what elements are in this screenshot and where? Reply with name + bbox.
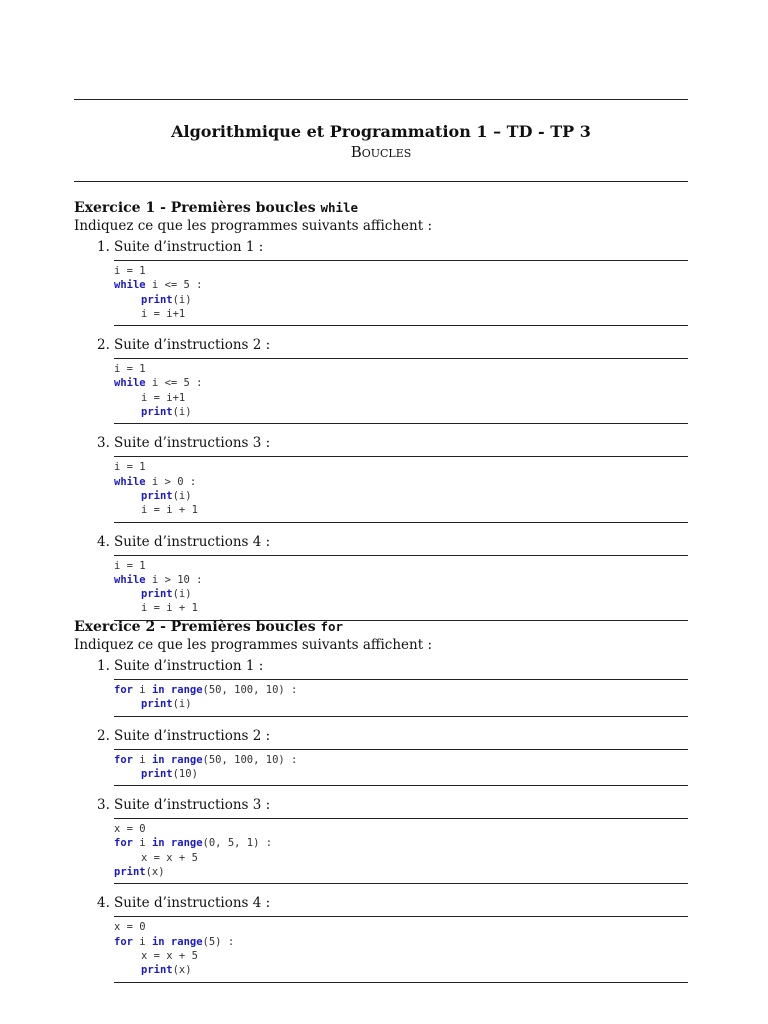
code-line (114, 573, 688, 587)
code-text: (i) (172, 698, 192, 711)
code-text: i > 0 : (145, 475, 197, 488)
item-number: 4. (97, 895, 110, 912)
code-text: i = 1 (114, 461, 146, 474)
item-label-text: Suite d’instruction 1 : (114, 658, 264, 674)
exercise-heading (74, 199, 688, 217)
exercise-items (74, 657, 688, 983)
code-line (114, 851, 688, 865)
code-text: (i) (172, 588, 192, 601)
code-text: (50, 100, 10) : (202, 684, 298, 696)
code-text: i <= 5 : (145, 279, 203, 292)
code-line (114, 293, 688, 307)
code-keyword: print (141, 698, 173, 711)
code-text: (5) : (202, 935, 235, 948)
code-line (114, 865, 688, 879)
code-line (114, 307, 688, 321)
exercise-intro: Indiquez ce que les programmes suivants affichent : (74, 218, 432, 234)
code-text: i (132, 837, 152, 850)
code-line (114, 767, 688, 781)
item-label-text: Suite d’instructions 3 : (114, 797, 271, 814)
code-keyword: for (114, 837, 133, 850)
item-number: 1. (97, 658, 110, 674)
code-text: i (132, 684, 152, 696)
code-line (114, 475, 688, 489)
code-line (114, 587, 688, 601)
code-keyword: print (141, 588, 173, 601)
exercise-heading-code: for (320, 619, 344, 634)
code-line (114, 822, 688, 836)
page-subtitle: Boucles (350, 143, 412, 161)
item-label (74, 657, 688, 675)
code-text: (x) (172, 964, 192, 977)
code-line (114, 836, 688, 850)
code-text: x = 0 (114, 921, 146, 934)
code-text: i = 1 (114, 265, 146, 277)
exercise-2 (74, 618, 688, 993)
code-keyword: for (114, 753, 133, 766)
exercise-items (74, 238, 688, 621)
exercise-item (74, 434, 688, 522)
code-line (114, 601, 688, 615)
code-block (114, 260, 688, 326)
code-keyword: range (170, 684, 203, 696)
code-block (114, 679, 688, 717)
code-text: i = 1 (114, 363, 146, 376)
exercise-item (74, 657, 688, 717)
item-number: 2. (97, 727, 110, 744)
code-line (114, 376, 688, 390)
code-text: (i) (172, 489, 192, 502)
code-keyword: range (170, 837, 203, 850)
code-keyword: in (151, 684, 165, 696)
code-line (114, 935, 688, 949)
code-line (114, 489, 688, 503)
code-block (114, 358, 688, 424)
exercise-heading (74, 618, 688, 636)
code-keyword: while (114, 573, 146, 586)
code-line (114, 503, 688, 517)
item-label-text: Suite d’instruction 1 : (114, 239, 264, 255)
code-text: i = i + 1 (141, 504, 198, 517)
title-block (74, 122, 688, 161)
exercise-item (74, 238, 688, 326)
code-keyword: print (141, 406, 173, 419)
code-keyword: while (114, 279, 146, 292)
item-label-text: Suite d’instructions 3 : (114, 435, 271, 452)
item-label (74, 894, 688, 912)
item-label-text: Suite d’instructions 4 : (114, 895, 271, 912)
code-line (114, 920, 688, 934)
code-text: (i) (172, 406, 192, 419)
item-label (74, 727, 688, 745)
exercise-item (74, 336, 688, 424)
code-text: i <= 5 : (145, 377, 203, 390)
code-block (114, 749, 688, 787)
code-line (114, 683, 688, 697)
code-line (114, 559, 688, 573)
item-label-text: Suite d’instructions 2 : (114, 727, 271, 744)
code-text: (i) (172, 293, 192, 306)
code-text: i (132, 753, 152, 766)
code-text: (x) (145, 866, 165, 879)
exercise-item (74, 796, 688, 884)
code-text: x = 0 (114, 823, 146, 836)
code-line (114, 963, 688, 977)
item-number: 3. (97, 797, 110, 814)
code-block (114, 916, 688, 982)
exercise-item (74, 894, 688, 982)
item-label (74, 336, 688, 354)
exercise-heading-code: while (320, 200, 359, 215)
code-text: (50, 100, 10) : (202, 753, 298, 766)
code-text: x = x + 5 (141, 949, 198, 962)
item-label-text: Suite d’instructions 2 : (114, 337, 271, 354)
code-text: i (132, 935, 152, 948)
code-line (114, 697, 688, 711)
code-line (114, 264, 688, 278)
code-line (114, 405, 688, 419)
item-label (74, 434, 688, 452)
exercise-1 (74, 199, 688, 631)
code-block (114, 456, 688, 522)
code-text: (0, 5, 1) : (202, 837, 273, 850)
code-text: x = x + 5 (141, 851, 198, 864)
item-label (74, 533, 688, 551)
code-keyword: print (114, 866, 146, 879)
exercise-heading-text: Exercice 1 - Premières boucles (74, 200, 321, 216)
code-line (114, 460, 688, 474)
item-number: 3. (97, 435, 110, 452)
code-keyword: for (114, 935, 133, 948)
top-rule (74, 99, 688, 100)
code-keyword: range (170, 753, 203, 766)
code-line (114, 278, 688, 292)
exercise-item (74, 533, 688, 621)
title-bottom-rule (74, 181, 688, 182)
item-number: 4. (97, 533, 110, 550)
item-label (74, 238, 688, 256)
code-line (114, 949, 688, 963)
exercise-heading-text: Exercice 2 - Premières boucles (74, 619, 321, 635)
code-text: i = i+1 (141, 391, 186, 404)
code-keyword: range (170, 935, 203, 948)
item-label (74, 796, 688, 814)
code-text: i = i + 1 (141, 602, 198, 615)
code-text: i > 10 : (145, 573, 203, 586)
code-keyword: print (141, 489, 173, 502)
item-label-text: Suite d’instructions 4 : (114, 533, 271, 550)
code-text: i = i+1 (141, 307, 186, 320)
code-keyword: print (141, 964, 173, 977)
code-keyword: print (141, 293, 173, 306)
code-keyword: while (114, 377, 146, 390)
item-number: 1. (97, 239, 110, 255)
code-block (114, 818, 688, 884)
code-keyword: in (151, 753, 165, 766)
item-number: 2. (97, 337, 110, 354)
exercise-intro: Indiquez ce que les programmes suivants affichent : (74, 637, 432, 653)
page-title: Algorithmique et Programmation 1 – TD - TP 3 (171, 122, 591, 141)
code-line (114, 391, 688, 405)
code-text: (10) (172, 767, 198, 780)
code-keyword: in (151, 935, 165, 948)
code-line (114, 753, 688, 767)
code-text: i = 1 (114, 559, 146, 572)
code-block (114, 555, 688, 621)
code-keyword: for (114, 684, 133, 696)
code-keyword: while (114, 475, 146, 488)
code-keyword: print (141, 767, 173, 780)
code-keyword: in (151, 837, 165, 850)
code-line (114, 362, 688, 376)
exercise-item (74, 727, 688, 787)
